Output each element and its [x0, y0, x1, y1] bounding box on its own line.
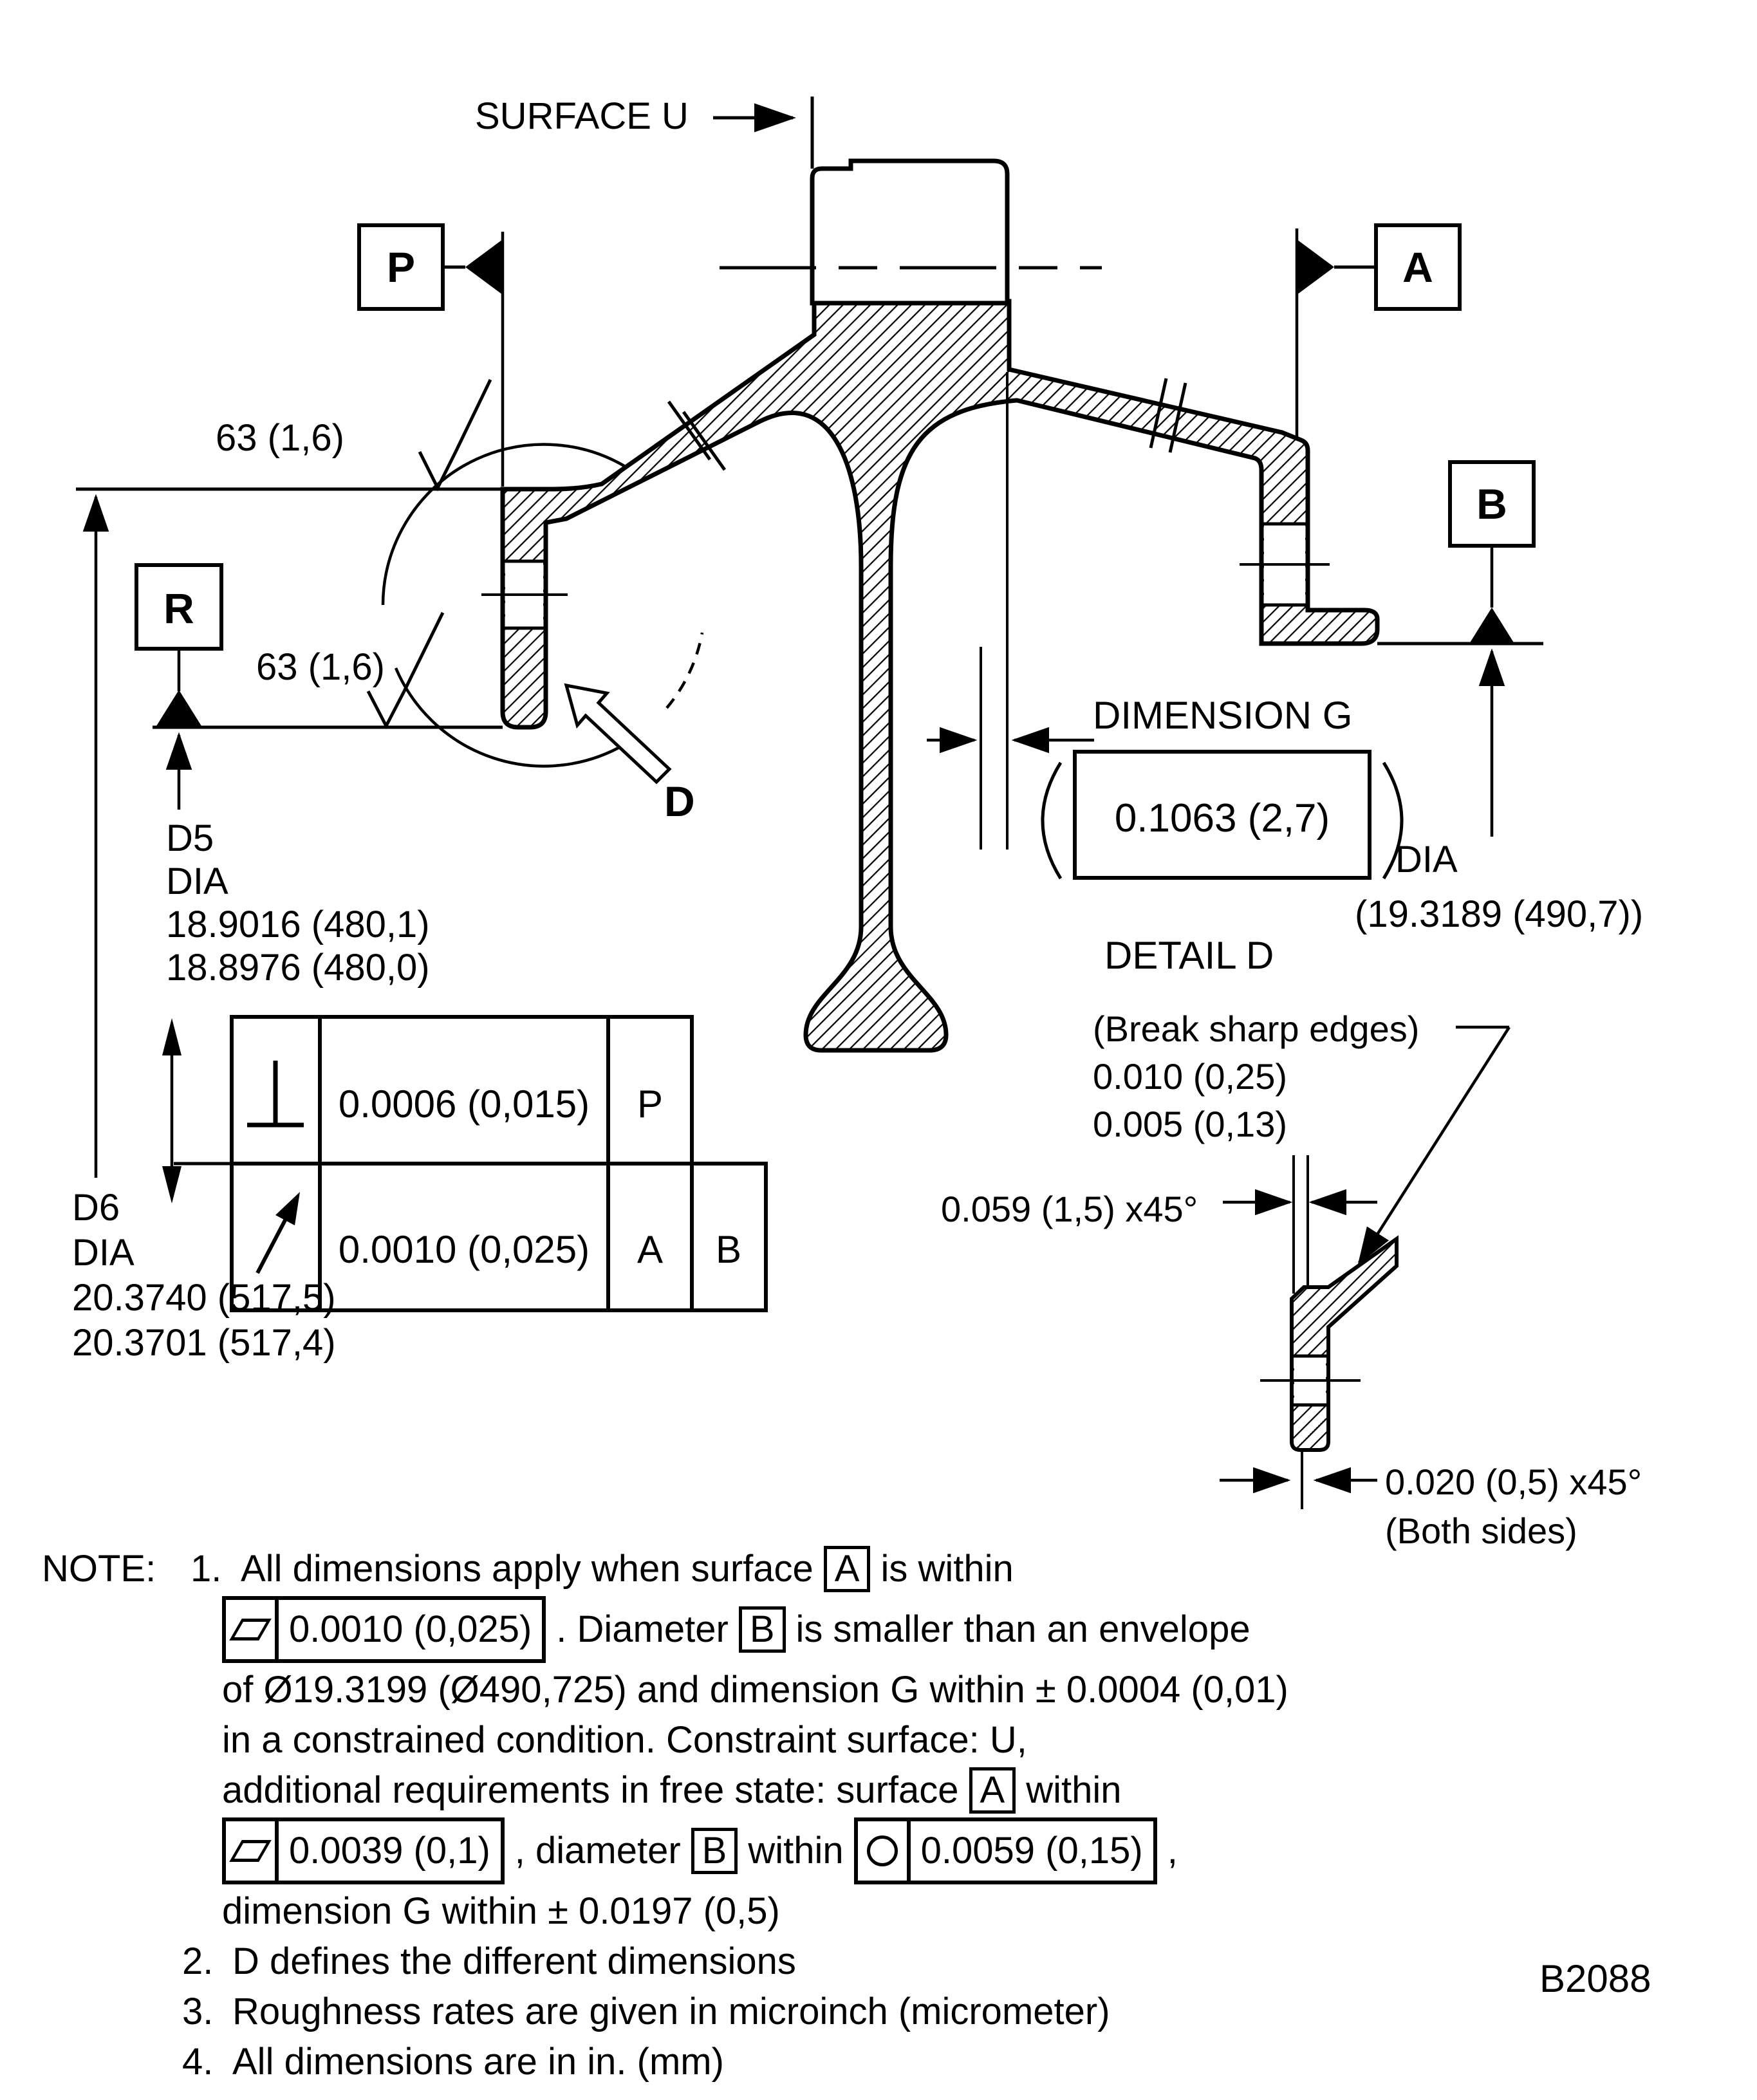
hub-outline [812, 161, 1007, 303]
fcf-r1-tolerance: 0.0006 (0,015) [338, 1083, 590, 1126]
d5-max: 18.9016 (480,1) [166, 904, 430, 945]
fcf-r1-datum: P [637, 1083, 664, 1126]
fcf-r2-tolerance: 0.0010 (0,025) [338, 1228, 590, 1271]
left-flange-groove [481, 561, 568, 628]
note-line [42, 1596, 1619, 1663]
surface-u-label: SURFACE U [475, 95, 689, 137]
note-text: Roughness rates are given in microinch (micrometer) [232, 1991, 1110, 2032]
d5-dia: DIA [166, 860, 228, 902]
dia-b-label: DIA [1395, 839, 1458, 880]
d6-id: D6 [72, 1187, 120, 1229]
detail-d-pointer [566, 685, 695, 825]
feature-control-frame [174, 1017, 766, 1310]
boxed-datum-a: A [969, 1767, 1016, 1814]
note-line [42, 1546, 1619, 1592]
surface-u-callout [475, 95, 812, 169]
datum-a-label: A [1402, 243, 1433, 291]
datum-r [136, 565, 221, 726]
flatness-fcf: 0.0010 (0,025) [222, 1596, 546, 1663]
roughness-top [76, 380, 503, 489]
chamfer-top-value: 0.059 (1,5) x45° [941, 1189, 1198, 1229]
note-line [42, 1817, 1619, 1884]
boxed-datum-a: A [824, 1546, 871, 1592]
note-text: , diameter [514, 1830, 681, 1872]
note-line [42, 2039, 1619, 2085]
datum-p [359, 225, 503, 487]
note-1-number: 1. [191, 1548, 222, 1590]
surface-finish-icon [368, 691, 404, 726]
note-header: NOTE: [42, 1548, 156, 1590]
chamfer-bottom-value: 0.020 (0,5) x45° [1385, 1462, 1642, 1502]
note-text: additional requirements in free state: surface [222, 1769, 959, 1811]
note-4-number: 4. [182, 2041, 214, 2083]
note-line [42, 1767, 1619, 1814]
datum-a [1297, 225, 1460, 438]
detail-d-arrow-label: D [664, 777, 695, 825]
datum-triangle-icon [156, 690, 201, 726]
roughness-value: 63 (1,6) [256, 646, 385, 688]
detail-d-title: DETAIL D [1104, 934, 1274, 977]
break-value-2: 0.005 (0,13) [1093, 1104, 1287, 1144]
note-line: of Ø19.3199 (Ø490,725) and dimension G within ± 0.0004 (0,01) [222, 1669, 1288, 1711]
note-line: dimension G within ± 0.0197 (0,5) [222, 1890, 780, 1932]
roughness-bottom [153, 613, 503, 727]
note-text: is smaller than an envelope [795, 1608, 1250, 1650]
d6-min: 20.3701 (517,4) [72, 1322, 336, 1364]
flatness-fcf: 0.0039 (0,1) [222, 1817, 505, 1884]
datum-triangle-icon [465, 239, 503, 295]
note-text: is within [880, 1548, 1014, 1590]
boxed-datum-b: B [691, 1828, 738, 1874]
note-text: . Diameter [556, 1608, 729, 1650]
note-text: within [748, 1830, 844, 1872]
dia-b-value: (19.3189 (490,7)) [1355, 893, 1644, 935]
circularity-fcf: 0.0059 (0,15) [854, 1817, 1157, 1884]
d6-max: 20.3740 (517,5) [72, 1277, 336, 1319]
dimension-g-label: DIMENSION G [1093, 694, 1353, 737]
drawing-number: B2088 [1539, 1957, 1651, 2000]
note-text: , [1167, 1830, 1178, 1872]
datum-r-label: R [163, 584, 194, 632]
note-text: All dimensions apply when surface [241, 1548, 813, 1590]
note-text: D defines the different dimensions [232, 1940, 796, 1982]
detail-d-view [941, 934, 1642, 1551]
note-line [42, 1938, 1619, 1985]
right-flange-groove [1240, 524, 1330, 605]
flatness-icon [229, 1619, 272, 1640]
break-sharp-edges-note: (Break sharp edges) [1093, 1008, 1420, 1049]
note-line: in a constrained condition. Constraint surface: U, [222, 1719, 1027, 1761]
note-text: within [1026, 1769, 1122, 1811]
fcf-r2-datum1: A [637, 1228, 664, 1271]
datum-b [1355, 462, 1643, 935]
circularity-icon [867, 1835, 898, 1866]
notes-block [42, 1546, 1619, 2089]
d5-min: 18.8976 (480,0) [166, 947, 430, 989]
circular-runout-icon [257, 1192, 300, 1273]
d6-dia: DIA [72, 1232, 135, 1274]
boxed-datum-b: B [739, 1606, 786, 1653]
dimension-g-value: 0.1063 (2,7) [1114, 796, 1330, 841]
fcf-r2-datum2: B [715, 1228, 742, 1271]
datum-b-label: B [1476, 480, 1507, 528]
datum-triangle-icon [1297, 239, 1334, 295]
note-line [42, 1989, 1619, 2035]
note-2-number: 2. [182, 1940, 214, 1982]
datum-p-label: P [386, 243, 416, 291]
datum-triangle-icon [1469, 608, 1514, 644]
both-sides-note: (Both sides) [1385, 1510, 1577, 1551]
note-text: All dimensions are in in. (mm) [232, 2041, 724, 2083]
break-value-1: 0.010 (0,25) [1093, 1056, 1287, 1097]
d5-dimension [166, 735, 430, 989]
flatness-icon [229, 1840, 272, 1862]
roughness-value: 63 (1,6) [216, 417, 344, 459]
perpendicularity-icon [247, 1061, 304, 1125]
note-3-number: 3. [182, 1991, 214, 2032]
d5-id: D5 [166, 817, 214, 859]
